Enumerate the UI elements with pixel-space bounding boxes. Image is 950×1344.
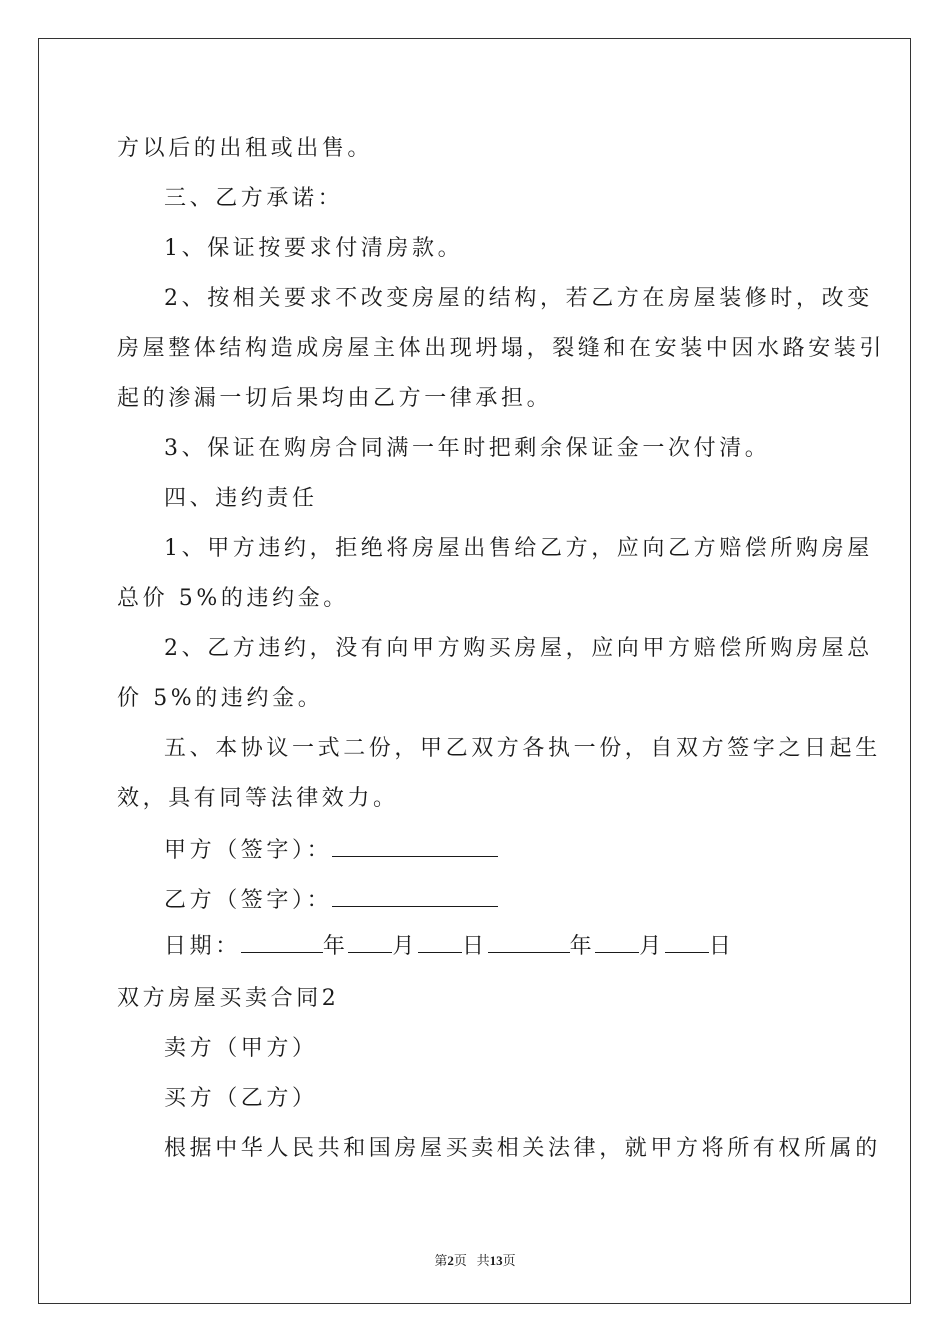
party-a-signature-line — [164, 834, 498, 866]
paragraph-line: 起的渗漏一切后果均由乙方一律承担。 — [117, 386, 553, 411]
total-label-post: 页 — [502, 1253, 516, 1268]
paragraph-line: 房屋整体结构造成房屋主体出现坍塌，裂缝和在安装中因水路安装引 — [117, 336, 886, 361]
paragraph-line: 总价 5%的违约金。 — [117, 586, 349, 611]
date-year-blank — [241, 930, 323, 953]
page-label-post: 页 — [453, 1253, 467, 1268]
date-month-label: 月 — [392, 934, 419, 959]
date2-year-blank — [488, 930, 570, 953]
paragraph-line: 2、乙方违约，没有向甲方购买房屋，应向甲方赔偿所购房屋总 — [164, 636, 873, 661]
page-number: 2 — [447, 1253, 454, 1268]
paragraph-line: 1、保证按要求付清房款。 — [164, 236, 464, 261]
paragraph-line: 五、本协议一式二份，甲乙双方各执一份，自双方签字之日起生 — [164, 736, 881, 761]
paragraph-line: 1、甲方违约，拒绝将房屋出售给乙方，应向乙方赔偿所购房屋 — [164, 536, 873, 561]
seller-label: 卖方（甲方） — [164, 1036, 318, 1061]
paragraph-line: 2、按相关要求不改变房屋的结构，若乙方在房屋装修时，改变 — [164, 286, 873, 311]
paragraph-line: 效，具有同等法律效力。 — [117, 786, 399, 811]
section-heading: 四、违约责任 — [164, 486, 318, 511]
page-footer — [0, 1250, 950, 1269]
party-b-signature-label: 乙方（签字）： — [164, 888, 333, 913]
paragraph-line: 方以后的出租或出售。 — [117, 136, 374, 161]
date-day-blank — [418, 930, 462, 953]
paragraph-line: 价 5%的违约金。 — [117, 686, 324, 711]
date-year-label: 年 — [322, 934, 349, 959]
date2-day-label: 日 — [708, 934, 735, 959]
page-border — [38, 38, 911, 1304]
date2-month-blank — [595, 930, 639, 953]
date-label: 日期： — [164, 934, 241, 959]
date-line — [164, 930, 734, 962]
party-b-signature-line — [164, 884, 498, 916]
party-b-signature-blank — [332, 884, 498, 907]
section-title: 双方房屋买卖合同2 — [117, 986, 340, 1011]
party-a-signature-label: 甲方（签字）： — [164, 838, 333, 863]
page-label-pre: 第 — [434, 1253, 448, 1268]
total-pages: 13 — [489, 1253, 503, 1268]
date2-year-label: 年 — [569, 934, 596, 959]
section-heading: 三、乙方承诺： — [164, 186, 344, 211]
total-label-pre: 共 — [476, 1253, 490, 1268]
date2-month-label: 月 — [639, 934, 665, 959]
date-day-label: 日 — [462, 934, 488, 959]
date-month-blank — [348, 930, 392, 953]
paragraph-line: 根据中华人民共和国房屋买卖相关法律，就甲方将所有权所属的 — [164, 1136, 881, 1161]
buyer-label: 买方（乙方） — [164, 1086, 318, 1111]
party-a-signature-blank — [332, 834, 498, 857]
paragraph-line: 3、保证在购房合同满一年时把剩余保证金一次付清。 — [164, 436, 771, 461]
date2-day-blank — [665, 930, 709, 953]
